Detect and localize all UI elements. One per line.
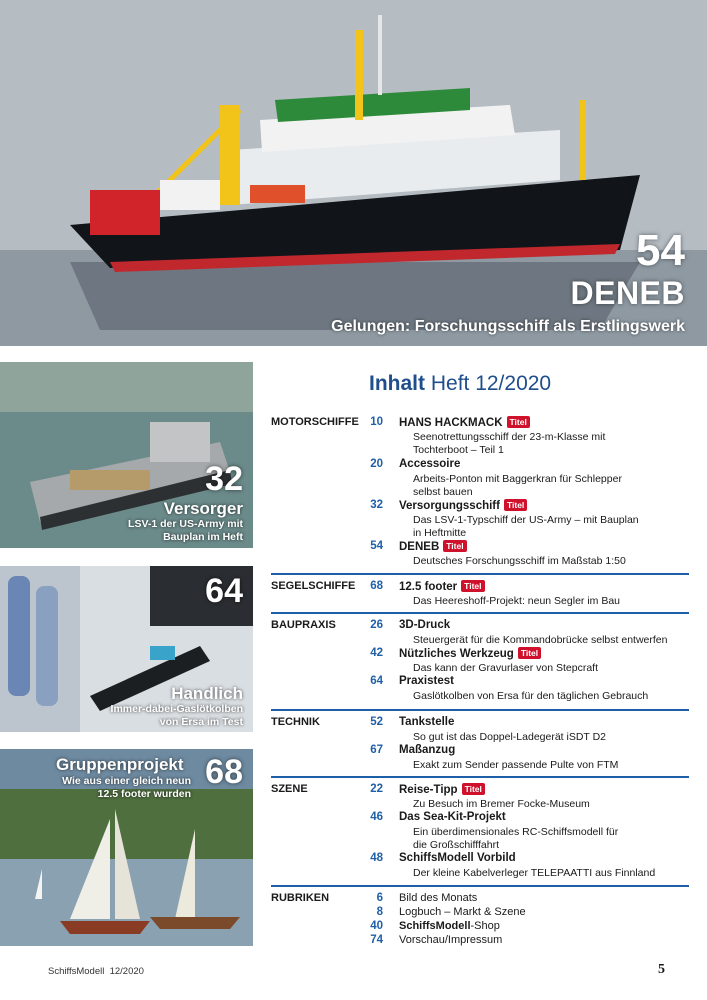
hero-page-number: 54 xyxy=(636,226,685,275)
entry-title-line: DENEB Titel xyxy=(399,540,467,553)
entry-title-line: HANS HACKMACK Titel xyxy=(399,416,530,429)
entry-desc: Gaslötkolben von Ersa für den täglichen Gebrauch xyxy=(413,690,649,702)
entry-page: 42 xyxy=(370,647,383,659)
section-label: TECHNIK xyxy=(271,716,320,728)
entry-desc: Steuergerät für die Kommandobrücke selbst entwerfen xyxy=(413,634,668,646)
entry-title-line: 12.5 footer Titel xyxy=(399,580,485,593)
entry-page: 10 xyxy=(370,416,383,428)
section-rubriken xyxy=(271,892,689,952)
entry-desc: Arbeits-Ponton mit Baggerkran für Schlepper selbst bauen xyxy=(413,473,622,498)
titel-badge: Titel xyxy=(504,499,527,511)
entry-page: 74 xyxy=(370,934,383,946)
side3-title: Gruppenprojekt xyxy=(56,755,184,774)
entry-page: 54 xyxy=(370,540,383,552)
section-divider xyxy=(271,612,689,614)
entry-page: 40 xyxy=(370,920,383,932)
side-feature-versorger xyxy=(0,362,253,548)
entry-desc: So gut ist das Doppel-Ladegerät iSDT D2 xyxy=(413,731,606,743)
section-divider xyxy=(271,709,689,711)
entry-page: 67 xyxy=(370,744,383,756)
section-divider xyxy=(271,573,689,575)
entry-desc: Zu Besuch im Bremer Focke-Museum xyxy=(413,798,590,810)
entry-page: 22 xyxy=(370,783,383,795)
section-label: SZENE xyxy=(271,783,308,795)
entry-title: 3D-Druck xyxy=(399,619,451,631)
side2-page-number: 64 xyxy=(205,572,243,610)
side-feature-handlich xyxy=(0,566,253,732)
entry-desc: Deutsches Forschungsschiff im Maßstab 1:50 xyxy=(413,555,626,567)
titel-badge: Titel xyxy=(462,783,485,795)
entry-title-line: Reise-Tipp Titel xyxy=(399,783,485,796)
entry-title: Praxistest xyxy=(399,675,454,687)
section-segelschiffe xyxy=(271,580,689,610)
entry-desc: Der kleine Kabelverleger TELEPAATTI aus Finnland xyxy=(413,867,656,879)
entry-desc: Seenotrettungsschiff der 23-m-Klasse mit Tochterboot – Teil 1 xyxy=(413,431,606,456)
entry-page: 6 xyxy=(376,892,383,904)
section-divider xyxy=(271,885,689,887)
entry-title-line: Nützliches Werkzeug Titel xyxy=(399,647,541,660)
entry-page: 52 xyxy=(370,716,383,728)
entry-desc: Exakt zum Sender passende Pulte von FTM xyxy=(413,759,619,771)
section-divider xyxy=(271,776,689,778)
hero-photo-deneb xyxy=(0,0,707,346)
side-feature-gruppenprojekt xyxy=(0,749,253,946)
rubrik-label: SchiffsModell-Shop xyxy=(399,920,500,932)
section-technik xyxy=(271,716,689,772)
entry-title: Maßanzug xyxy=(399,744,456,756)
entry-desc: Ein überdimensionales RC-Schiffsmodell für die Großschifffahrt xyxy=(413,826,619,851)
side1-title: Versorger xyxy=(163,499,243,518)
entry-title: Accessoire xyxy=(399,458,461,470)
side2-title: Handlich xyxy=(171,684,243,703)
section-motorschiffe xyxy=(271,416,689,566)
entry-page: 68 xyxy=(370,580,383,592)
section-szene xyxy=(271,783,689,883)
section-label: RUBRIKEN xyxy=(271,892,330,904)
toc-heading xyxy=(369,372,551,396)
section-baupraxis xyxy=(271,619,689,704)
entry-page: 8 xyxy=(376,906,383,918)
hero-title: DENEB xyxy=(570,275,685,311)
toc-heading-bold: Inhalt xyxy=(369,372,425,395)
entry-title-line: Versorgungsschiff Titel xyxy=(399,499,527,512)
entry-title: Das Sea-Kit-Projekt xyxy=(399,811,506,823)
section-label: SEGELSCHIFFE xyxy=(271,580,356,592)
titel-badge: Titel xyxy=(518,647,541,659)
section-label: MOTORSCHIFFE xyxy=(271,416,359,428)
entry-desc: Das Heereshoff-Projekt: neun Segler im Bau xyxy=(413,595,620,607)
entry-desc: Das LSV-1-Typschiff der US-Army – mit Bauplan in Heftmitte xyxy=(413,514,639,539)
entry-page: 46 xyxy=(370,811,383,823)
entry-title: Tankstelle xyxy=(399,716,455,728)
entry-page: 32 xyxy=(370,499,383,511)
footer-page-number: 5 xyxy=(658,962,665,977)
side2-text: Immer-dabei-Gaslötkolben von Ersa im Test xyxy=(110,703,243,728)
entry-title: SchiffsModell Vorbild xyxy=(399,852,516,864)
entry-desc: Das kann der Gravurlaser von Stepcraft xyxy=(413,662,599,674)
entry-page: 26 xyxy=(370,619,383,631)
entry-page: 64 xyxy=(370,675,383,687)
footer-magazine-issue: SchiffsModell 12/2020 xyxy=(48,966,144,977)
hero-subtitle: Gelungen: Forschungsschiff als Erstlingswerk xyxy=(331,318,685,335)
section-label: BAUPRAXIS xyxy=(271,619,336,631)
side3-text: Wie aus einer gleich neun 12.5 footer wurden xyxy=(62,775,191,800)
entry-page: 48 xyxy=(370,852,383,864)
titel-badge: Titel xyxy=(507,416,530,428)
rubrik-label: Vorschau/Impressum xyxy=(399,934,503,946)
rubrik-label: Logbuch – Markt & Szene xyxy=(399,906,526,918)
toc-heading-rest: Heft 12/2020 xyxy=(430,372,552,395)
side1-text: LSV-1 der US-Army mit Bauplan im Heft xyxy=(128,518,243,543)
side3-page-number: 68 xyxy=(205,753,243,791)
titel-badge: Titel xyxy=(443,540,466,552)
rubrik-label: Bild des Monats xyxy=(399,892,478,904)
titel-badge: Titel xyxy=(461,580,484,592)
side1-page-number: 32 xyxy=(205,460,243,498)
entry-page: 20 xyxy=(370,458,383,470)
